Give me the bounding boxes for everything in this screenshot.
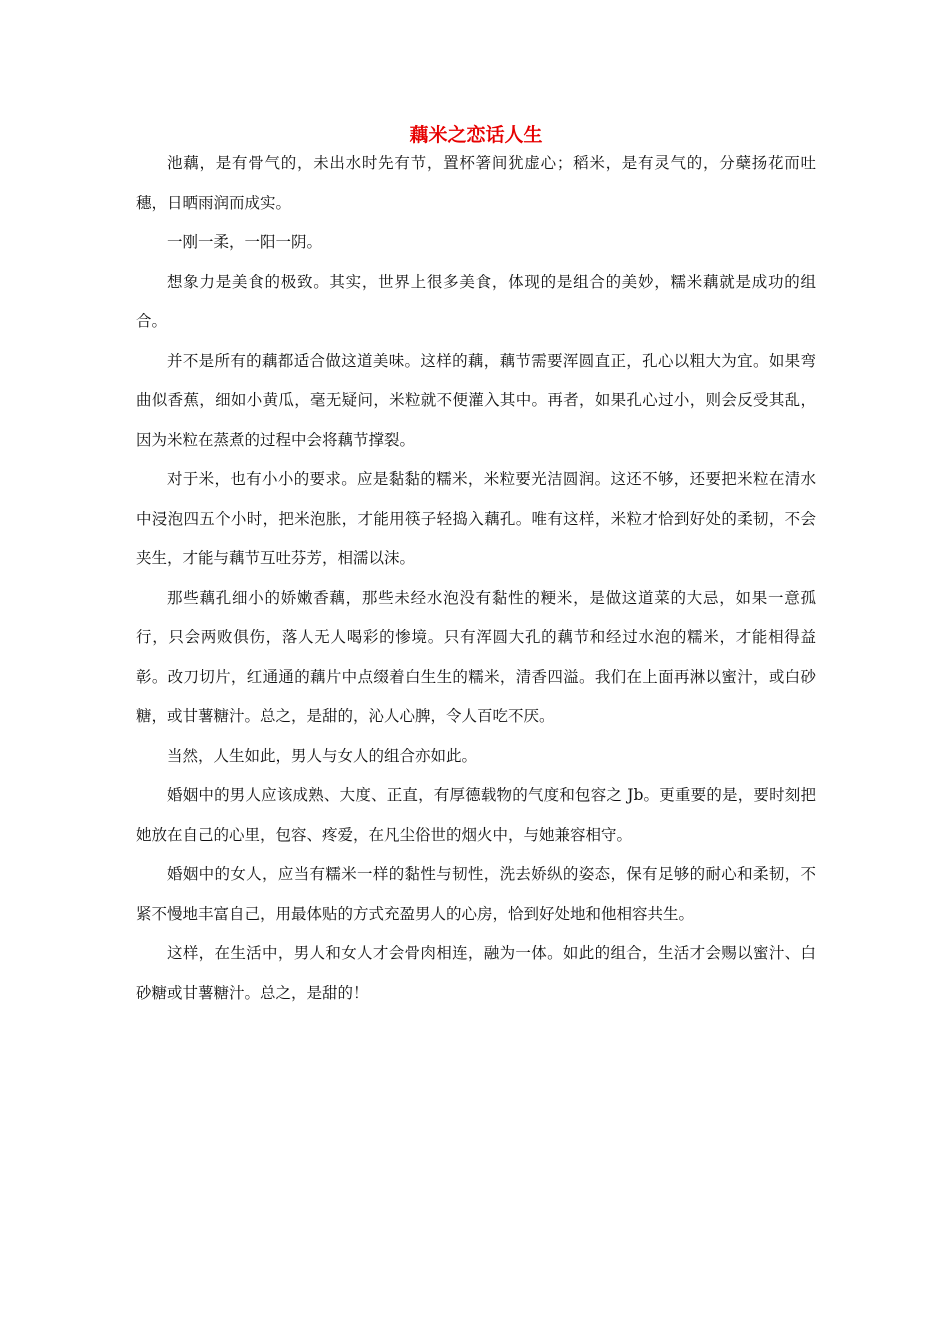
paragraph: 这样，在生活中，男人和女人才会骨肉相连，融为一体。如此的组合，生活才会赐以蜜汁、白砂糖或甘薯糖汁。总之，是甜的！ <box>136 944 816 1002</box>
document-body <box>136 122 816 1013</box>
paragraph: 婚姻中的男人应该成熟、大度、正直，有厚德载物的气度和包容之 Jb。更重要的是，要时刻把她放在自己的心里，包容、疼爱，在凡尘俗世的烟火中，与她兼容相守。 <box>136 786 816 844</box>
document-title: 藕米之恋话人生 <box>409 124 543 146</box>
paragraph: 婚姻中的女人，应当有糯米一样的黏性与韧性，洗去娇纵的姿态，保有足够的耐心和柔韧，不紧不慢地丰富自己，用最体贴的方式充盈男人的心房，恰到好处地和他相容共生。 <box>136 865 816 923</box>
paragraph: 并不是所有的藕都适合做这道美味。这样的藕，藕节需要浑圆直正，孔心以粗大为宜。如果弯曲似香蕉，细如小黄瓜，毫无疑问，米粒就不便灌入其中。再者，如果孔心过小，则会反受其乱，因为米粒在蒸煮的过程中会将藕节撑裂。 <box>136 351 816 449</box>
paragraph: 一刚一柔，一阳一阴。 <box>167 233 323 251</box>
paragraph: 池藕，是有骨气的，未出水时先有节，置杯箸间犹虚心；稻米，是有灵气的，分蘖扬花而吐穗，日晒雨润而成实。 <box>136 154 816 212</box>
paragraph: 当然，人生如此，男人与女人的组合亦如此。 <box>167 746 478 765</box>
paragraph: 那些藕孔细小的娇嫩香藕，那些未经水泡没有黏性的粳米，是做这道菜的大忌，如果一意孤行，只会两败俱伤，落人无人喝彩的惨境。只有浑圆大孔的藕节和经过水泡的糯米，才能相得益彰。改刀切片，红通通的藕片中点缀着白生生的糯米，清香四溢。我们在上面再淋以蜜汁，或白砂糖，或甘薯糖汁。总之，是甜的，沁人心脾，令人百吃不厌。 <box>136 588 816 725</box>
paragraph: 对于米，也有小小的要求。应是黏黏的糯米，米粒要光洁圆润。这还不够，还要把米粒在清水中浸泡四五个小时，把米泡胀，才能用筷子轻捣入藕孔。唯有这样，米粒才恰到好处的柔韧，不会夹生，才能与藕节互吐芬芳，相濡以沫。 <box>136 470 816 567</box>
paragraph: 想象力是美食的极致。其实，世界上很多美食，体现的是组合的美妙，糯米藕就是成功的组合。 <box>136 272 816 330</box>
